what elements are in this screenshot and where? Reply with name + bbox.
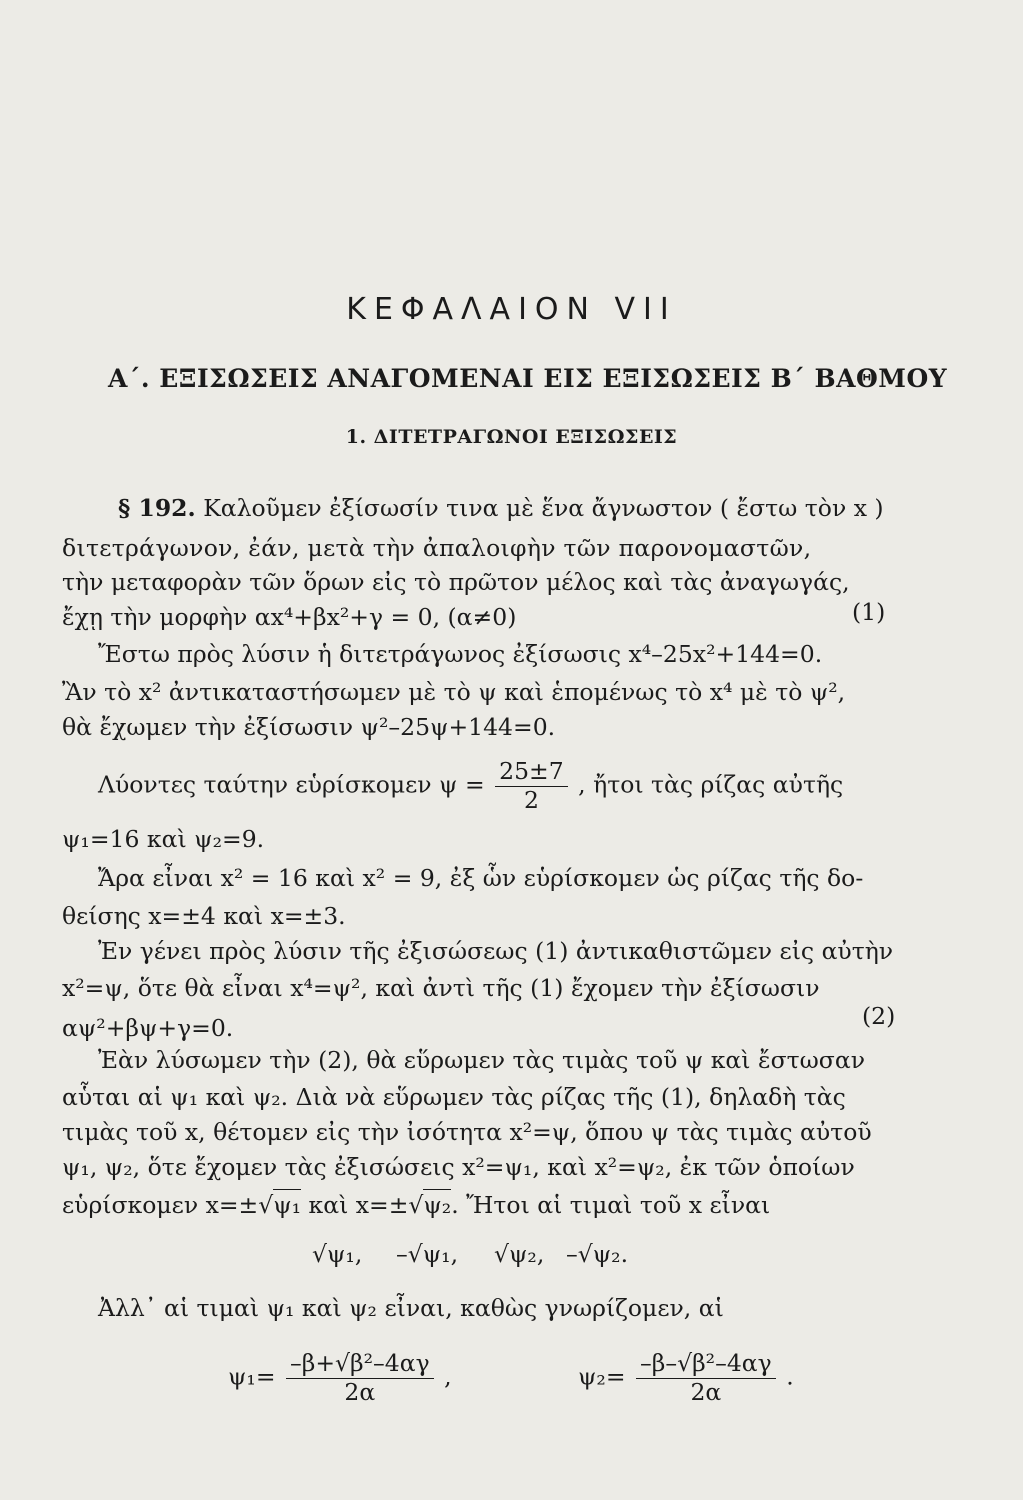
fraction-denominator: 2α — [344, 1377, 376, 1406]
fraction — [286, 1349, 434, 1406]
line-text: Καλοῦμεν ἐξίσωσίν τινα μὲ ἕνα ἄγνωστον ( ἔστω τὸν x ) — [203, 494, 884, 522]
formula-psi2 — [578, 1349, 794, 1406]
paragraph-line: Ἂν τὸ x² ἀντικαταστήσωμεν μὲ τὸ ψ καὶ ἑπομένως τὸ x⁴ μὲ τὸ ψ², — [62, 678, 846, 706]
line-text: εὑρίσκομεν x=±√ — [62, 1191, 274, 1219]
fraction-numerator: –β+√β²–4αγ — [286, 1352, 434, 1379]
fraction — [636, 1349, 776, 1406]
chapter-title: ΚΕΦΑΛΑΙΟΝ VII — [346, 292, 677, 327]
part-title: Α΄. ΕΞΙΣΩΣΕΙΣ ΑΝΑΓΟΜΕΝΑΙ ΕΙΣ ΕΞΙΣΩΣΕΙΣ Β΄ ΒΑΘΜΟΥ — [108, 364, 948, 393]
paragraph-line: τιμὰς τοῦ x, θέτομεν εἰς τὴν ἰσότητα x²=ψ, ὅπου ψ τὰς τιμὰς αὐτοῦ — [62, 1118, 872, 1146]
radicand: ψ₁ — [273, 1191, 302, 1219]
fraction-denominator: 2α — [690, 1377, 722, 1406]
paragraph-line: τὴν μεταφορὰν τῶν ὅρων εἰς τὸ πρῶτον μέλος καὶ τὰς ἀναγωγάς, — [62, 568, 850, 596]
formula-tail: , — [444, 1362, 452, 1391]
fraction-numerator: 25±7 — [495, 760, 568, 787]
section-title: 1. ΔΙΤΕΤΡΑΓΩΝΟΙ ΕΞΙΣΩΣΕΙΣ — [345, 426, 678, 448]
paragraph-line: αὗται αἱ ψ₁ καὶ ψ₂. Διὰ νὰ εὕρωμεν τὰς ρίζας τῆς (1), δηλαδὴ τὰς — [62, 1083, 846, 1111]
line-text: καὶ x=±√ — [301, 1191, 424, 1219]
paragraph-line — [62, 1191, 771, 1219]
equation-tag-2: (2) — [862, 1002, 896, 1030]
formula-lhs: ψ₁= — [228, 1362, 276, 1391]
paragraph-line: αψ²+βψ+γ=0. — [62, 1014, 234, 1042]
paragraph-line: ψ₁, ψ₂, ὅτε ἔχομεν τὰς ἐξισώσεις x²=ψ₁, καὶ x²=ψ₂, ἐκ τῶν ὁποίων — [62, 1153, 855, 1181]
paragraph-line: ἔχῃ τὴν μορφὴν αx⁴+βx²+γ = 0, (α≠0) — [62, 603, 517, 631]
paragraph-line — [118, 494, 884, 522]
paragraph-line: Ἐὰν λύσωμεν τὴν (2), θὰ εὕρωμεν τὰς τιμὰς τοῦ ψ καὶ ἔστωσαν — [98, 1046, 865, 1074]
paragraph-line: Ἄρα εἶναι x² = 16 καὶ x² = 9, ἐξ ὧν εὑρίσκομεν ὡς ρίζας τῆς δο- — [98, 864, 864, 892]
paragraph-line: Ἐν γένει πρὸς λύσιν τῆς ἐξισώσεως (1) ἀντικαθιστῶμεν εἰς αὐτὴν — [98, 937, 894, 965]
line-text: , ἤτοι τὰς ρίζας αὐτῆς — [578, 770, 844, 799]
paragraph-line: διτετράγωνον, ἐάν, μετὰ τὴν ἀπαλοιφὴν τῶν παρονομαστῶν, — [62, 534, 812, 562]
fraction — [495, 757, 568, 814]
line-text: Λύοντες ταύτην εὑρίσκομεν ψ = — [98, 770, 485, 799]
root-value: –√ψ₂. — [566, 1240, 629, 1268]
formula-psi1 — [228, 1349, 452, 1406]
root-value: –√ψ₁, — [396, 1240, 459, 1268]
line-text: . Ἤτοι αἱ τιμαὶ τοῦ x εἶναι — [451, 1191, 771, 1219]
paragraph-line — [98, 757, 844, 814]
fraction-denominator: 2 — [523, 785, 539, 814]
equation-tag-1: (1) — [852, 598, 886, 626]
paragraph-line: ψ₁=16 καὶ ψ₂=9. — [62, 825, 265, 853]
paragraph-line: θείσης x=±4 καὶ x=±3. — [62, 902, 346, 930]
paragraph-line: Ἔστω πρὸς λύσιν ἡ διτετράγωνος ἐξίσωσις x⁴–25x²+144=0. — [98, 640, 823, 668]
fraction-numerator: –β–√β²–4αγ — [636, 1352, 776, 1379]
paragraph-line: Ἀλλ᾽ αἱ τιμαὶ ψ₁ καὶ ψ₂ εἶναι, καθὼς γνωρίζομεν, αἱ — [98, 1294, 724, 1322]
formula-tail: . — [786, 1362, 794, 1391]
paragraph-line: θὰ ἔχωμεν τὴν ἐξίσωσιν ψ²–25ψ+144=0. — [62, 713, 556, 741]
section-number: § 192. — [118, 494, 196, 522]
root-value: √ψ₂, — [494, 1240, 545, 1268]
root-value: √ψ₁, — [312, 1240, 363, 1268]
paragraph-line: x²=ψ, ὅτε θὰ εἶναι x⁴=ψ², καὶ ἀντὶ τῆς (1) ἔχομεν τὴν ἐξίσωσιν — [62, 974, 820, 1002]
radicand: ψ₂ — [423, 1191, 452, 1219]
formula-lhs: ψ₂= — [578, 1362, 626, 1391]
